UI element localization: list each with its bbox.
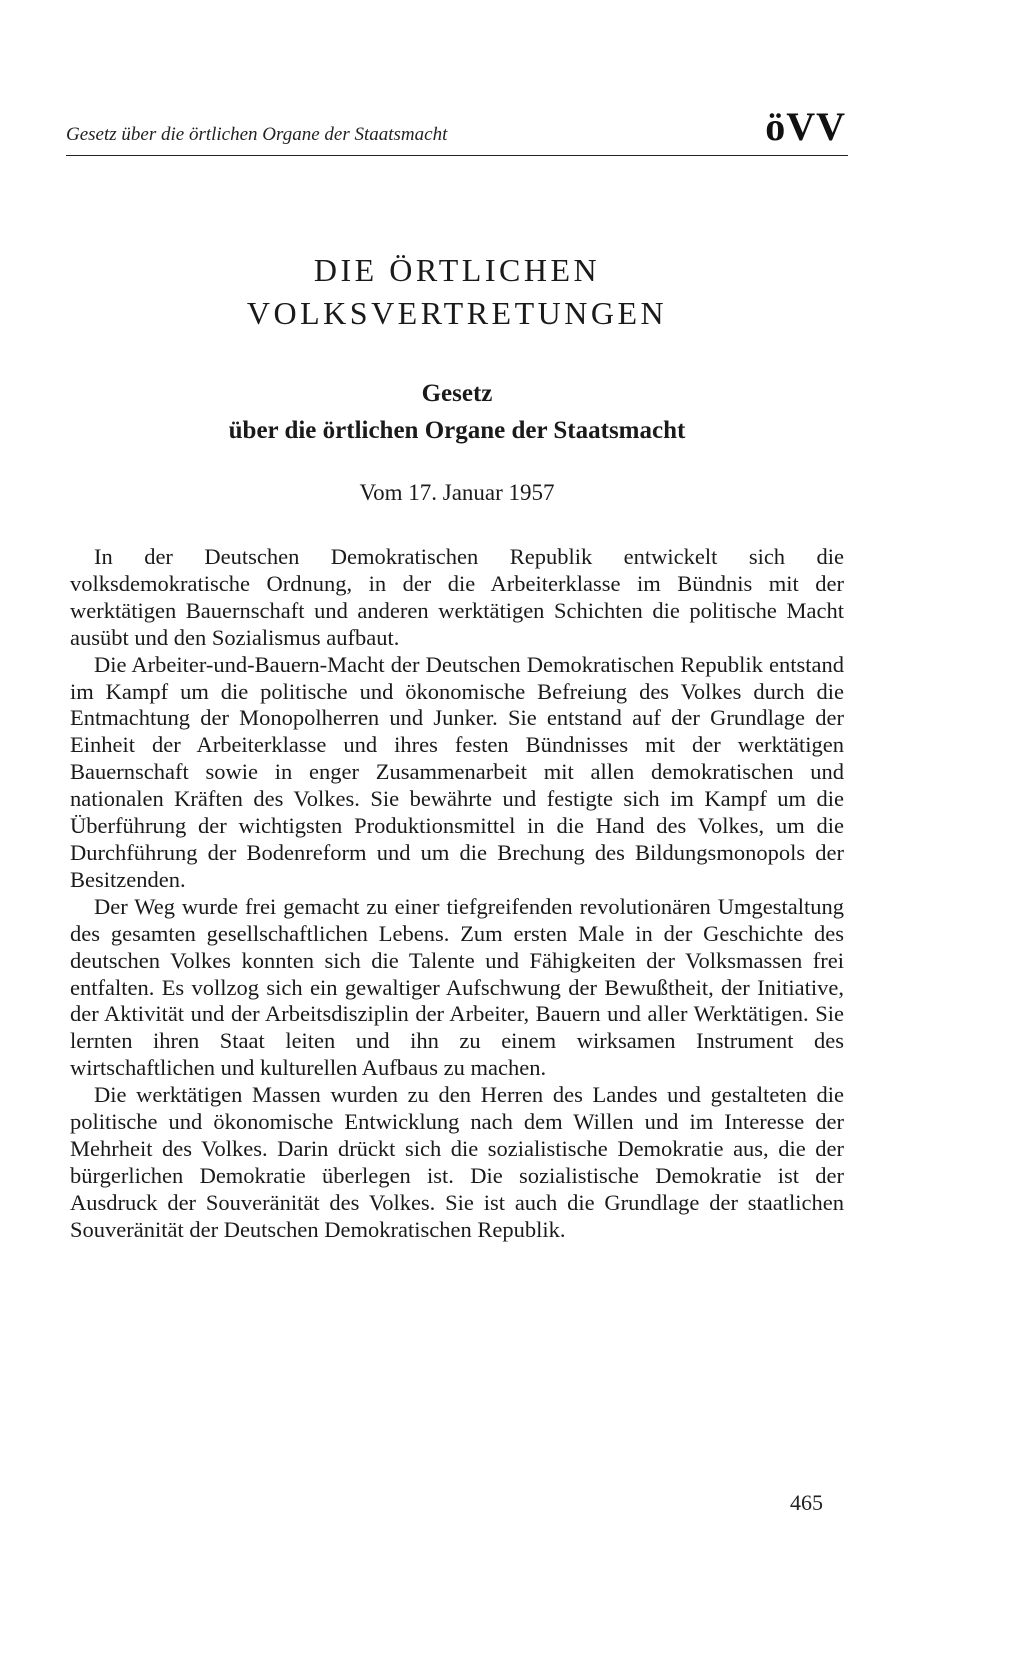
paragraph-2: Die Arbeiter-und-Bauern-Macht der Deutschen Demokratischen Republik entstand im Kampf um die politische und ökonomische Befreiung des Volkes durch die Entmachtung der Monopolherren und Junker. Sie entstand auf der Grundlage der Einheit der Arbeiterklasse und ihres festen Bündnisses mit der werktätigen Bauernschaft sowie in enger Zusammenarbeit mit allen demokratischen und nationalen Kräften des Volkes. Sie bewährte und festigte sich im Kampf um die Überführung der wichtigsten Produktionsmittel in die Hand des Volkes, um die Durchführung der Bodenreform und um die Brechung des Bildungsmonopols der Besitzenden. [70,651,844,892]
series-mark: öVV [765,104,846,149]
running-header [66,103,848,156]
body-text [70,544,844,1244]
law-title-line-2: über die örtlichen Organe der Staatsmacht [228,417,686,444]
paragraph-4: Die werktätigen Massen wurden zu den Herren des Landes und gestalteten die politische und ökonomische Entwicklung nach dem Willen und im Interesse der Mehrheit des Volkes. Darin drückt sich die sozialistische Demokratie aus, die der bürgerlichen Demokratie überlegen ist. Die sozialistische Demokratie ist der Ausdruck der Souveränität des Volkes. Sie ist auch die Grundlage der staatlichen Souveränität der Deutschen Demokratischen Republik. [70,1082,844,1242]
paragraph-3: Der Weg wurde frei gemacht zu einer tiefgreifenden revolutionären Umgestaltung des gesamten gesellschaftlichen Lebens. Zum ersten Male in der Geschichte des deutschen Volkes konnten sich die Talente und Fähigkeiten der Volksmassen frei entfalten. Es vollzog sich ein gewaltiger Aufschwung der Bewußtheit, der Initiative, der Aktivität und der Arbeitsdisziplin der Arbeiter, Bauern und aller Werktätigen. Sie lernten ihren Staat leiten und ihn zu einem wirksamen Instrument des wirtschaftlichen und kulturellen Aufbaus zu machen. [70,893,844,1081]
part-heading-line-1: DIE ÖRTLICHEN [313,252,601,288]
law-date: Vom 17. Januar 1957 [359,480,555,505]
page-number: 465 [790,1490,823,1515]
paragraph-1: In der Deutschen Demokratischen Republik entwickelt sich die volksdemokratische Ordnung, in der die Arbeiterklasse im Bündnis mit der werktätigen Bauernschaft und anderen werktätigen Schichten die politische Macht ausübt und den Sozialismus aufbaut. [70,544,844,650]
running-title: Gesetz über die örtlichen Organe der Staatsmacht [66,124,448,145]
law-title-line-1: Gesetz [421,380,493,407]
part-heading-line-2: VOLKSVERTRETUNGEN [246,295,668,331]
